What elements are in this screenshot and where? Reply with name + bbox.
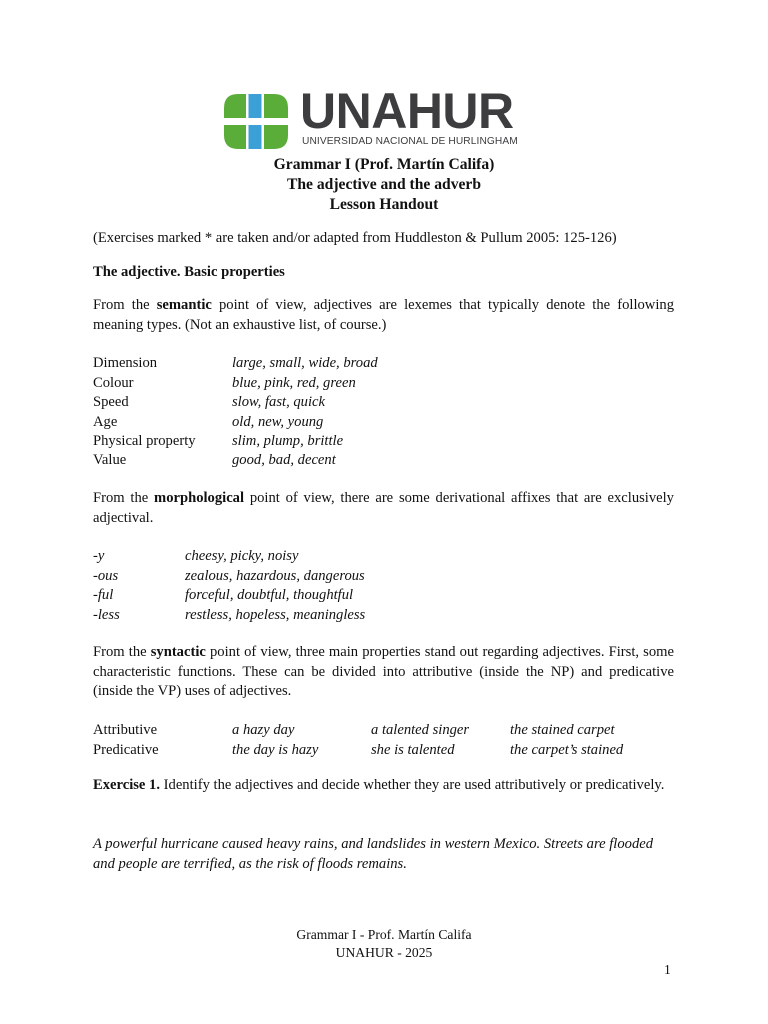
use-label: Predicative: [93, 741, 159, 758]
semantic-post: point of view, adjectives are lexemes that typically denote the following meaning types. (Not an exhaustive list, of course.): [93, 297, 674, 333]
meaning-examples: blue, pink, red, green: [232, 374, 356, 391]
meaning-label: Physical property: [93, 433, 196, 449]
meaning-examples: good, bad, decent: [232, 452, 336, 468]
exercise-instructions: [93, 776, 674, 796]
morphological-keyword: morphological: [154, 490, 245, 506]
use-example: the carpet’s stained: [510, 741, 624, 758]
syntactic-post: point of view, three main properties stand out regarding adjectives. First, some characteristic functions. These can be divided into attributive (inside the NP) and predicative (inside the VP) uses of adjectives.: [93, 644, 674, 699]
affix-label: -ful: [93, 587, 114, 603]
logo-subtitle: UNIVERSIDAD NACIONAL DE HURLINGHAM: [302, 136, 518, 147]
use-example: a talented singer: [371, 722, 470, 738]
exercise-label: Exercise 1.: [93, 777, 161, 793]
meaning-examples: large, small, wide, broad: [232, 355, 378, 371]
exercises-note: (Exercises marked * are taken and/or adapted from Huddleston & Pullum 2005: 125-126): [93, 230, 617, 246]
meaning-label: Age: [93, 413, 118, 430]
unahur-logo-icon: [224, 94, 288, 149]
title-line-handout: Lesson Handout: [329, 196, 439, 213]
affix-examples: restless, hopeless, meaningless: [185, 606, 366, 623]
footer-line-course: Grammar I - Prof. Martín Califa: [296, 927, 472, 942]
page-number: 1: [664, 962, 671, 977]
footer-line-institution: UNAHUR - 2025: [335, 945, 433, 960]
exercise-passage: A powerful hurricane caused heavy rains, and landslides in western Mexico. Streets are flooded and people are terrified, as the risk of floods remains.: [93, 836, 654, 872]
meaning-examples: slow, fast, quick: [232, 394, 325, 410]
affix-label: -ous: [93, 567, 119, 584]
morphological-paragraph: [93, 489, 674, 528]
page-footer: [0, 926, 768, 962]
university-logo: [224, 83, 546, 150]
title-line-topic: The adjective and the adverb: [286, 176, 482, 193]
meaning-label: Colour: [93, 374, 134, 391]
meaning-examples: slim, plump, brittle: [232, 433, 344, 449]
affix-label: -y: [93, 548, 105, 564]
morphological-pre: From the: [93, 490, 155, 506]
use-example: the day is hazy: [232, 741, 319, 758]
semantic-keyword: semantic: [156, 297, 212, 313]
use-example: the stained carpet: [510, 722, 615, 738]
exercise-text: Identify the adjectives and decide whether they are used attributively or predicatively.: [160, 777, 665, 793]
meaning-label: Value: [93, 452, 127, 468]
section-heading: [93, 263, 674, 283]
affix-examples: cheesy, picky, noisy: [185, 548, 299, 564]
syntactic-pre: From the: [93, 644, 151, 660]
logo-wordmark: UNAHUR: [300, 83, 514, 139]
meaning-examples: old, new, young: [232, 413, 324, 430]
morphological-post: point of view, there are some derivational affixes that are exclusively adjectival.: [93, 490, 674, 526]
use-example: a hazy day: [232, 722, 295, 738]
section-heading-text: The adjective. Basic properties: [93, 264, 285, 280]
affix-examples: zealous, hazardous, dangerous: [185, 567, 365, 584]
document-title: [0, 155, 768, 215]
syntactic-paragraph: [93, 643, 674, 702]
meaning-label: Dimension: [93, 355, 158, 371]
syntactic-keyword: syntactic: [150, 644, 206, 660]
use-label: Attributive: [93, 722, 158, 738]
affix-label: -less: [93, 606, 120, 623]
title-line-course: Grammar I (Prof. Martín Califa): [273, 156, 495, 173]
meaning-label: Speed: [93, 394, 129, 410]
semantic-paragraph: [93, 296, 674, 335]
semantic-pre: From the: [93, 297, 157, 313]
use-example: she is talented: [371, 741, 455, 758]
affix-examples: forceful, doubtful, thoughtful: [185, 587, 354, 603]
